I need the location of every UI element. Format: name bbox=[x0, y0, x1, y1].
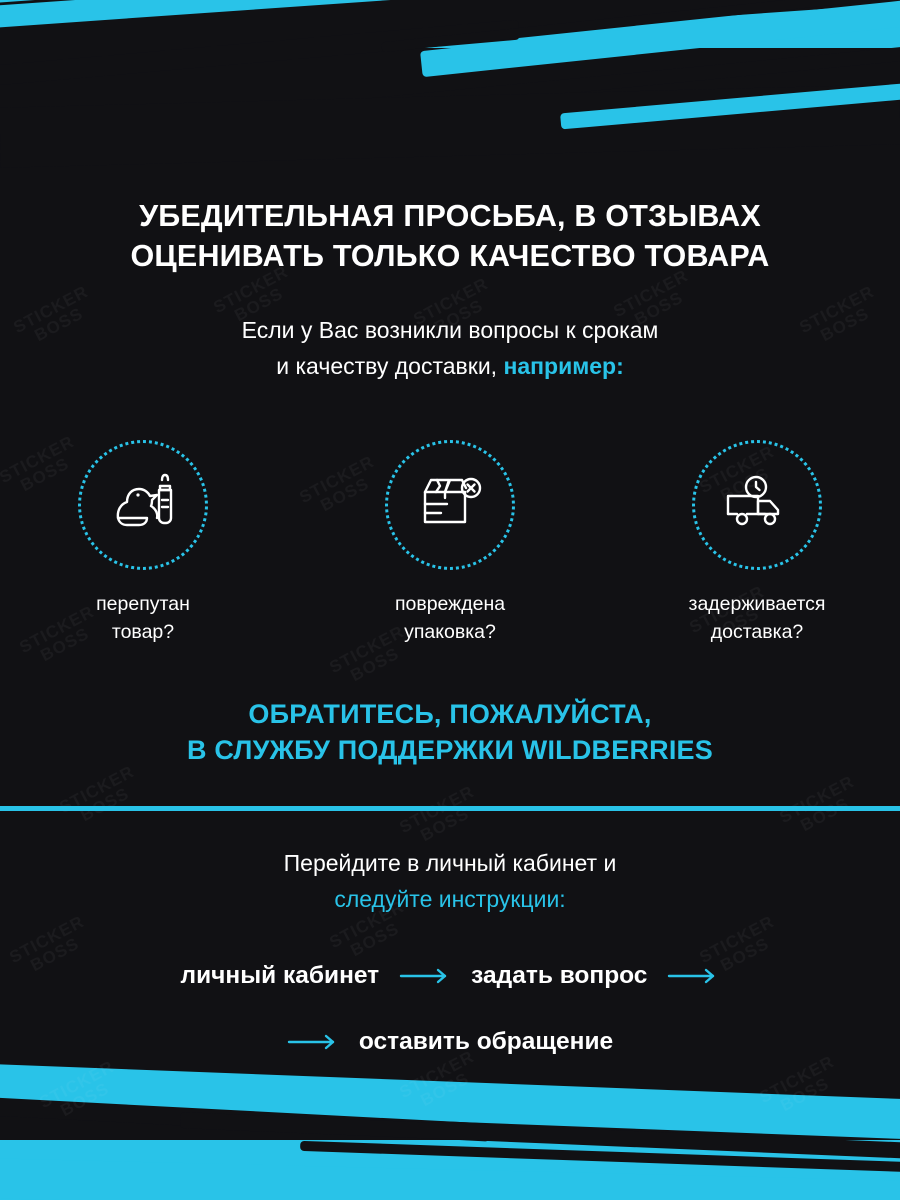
headline-line-1: УБЕДИТЕЛЬНАЯ ПРОСЬБА, В ОТЗЫВАХ bbox=[139, 199, 761, 233]
caption-line-2: товар? bbox=[111, 621, 175, 643]
step-ask-question: задать вопрос bbox=[471, 962, 648, 989]
subheading-line-2 bbox=[0, 348, 900, 384]
subheading bbox=[0, 312, 900, 384]
icon-circle bbox=[692, 440, 822, 570]
list-item-caption bbox=[355, 590, 545, 646]
subheading-line-2-plain: и качеству доставки, bbox=[276, 353, 504, 379]
baby-bottle-duck-icon bbox=[108, 472, 178, 539]
list-item bbox=[48, 440, 238, 646]
step-personal-account: личный кабинет bbox=[180, 962, 380, 989]
cta-line-2: В СЛУЖБУ ПОДДЕРЖКИ WILDBERRIES bbox=[187, 735, 713, 765]
list-item-caption bbox=[662, 590, 852, 646]
caption-line-1: перепутан bbox=[96, 593, 190, 615]
caption-line-1: задерживается bbox=[688, 593, 826, 615]
caption-line-1: повреждена bbox=[394, 593, 506, 615]
section-divider bbox=[0, 806, 900, 811]
caption-line-2: доставка? bbox=[710, 621, 804, 643]
headline-line-2: ОЦЕНИВАТЬ ТОЛЬКО КАЧЕСТВО ТОВАРА bbox=[130, 239, 770, 273]
step-leave-request: оставить обращение bbox=[358, 1028, 614, 1055]
cta-line-1: ОБРАТИТЕСЬ, ПОЖАЛУЙСТА, bbox=[248, 699, 652, 729]
instructions-lead-line-1: Перейдите в личный кабинет и bbox=[283, 850, 617, 876]
instructions-lead bbox=[0, 845, 900, 917]
page-title bbox=[0, 196, 900, 276]
icon-circle bbox=[78, 440, 208, 570]
icon-circle bbox=[385, 440, 515, 570]
instruction-steps-row-2 bbox=[0, 1028, 900, 1056]
instruction-steps-row-1 bbox=[0, 962, 900, 990]
support-call-to-action bbox=[0, 696, 900, 768]
arrow-right-icon bbox=[287, 1034, 339, 1050]
damaged-package-icon bbox=[417, 472, 483, 539]
instructions-lead-line-2: следуйте инструкции: bbox=[334, 886, 566, 912]
list-item bbox=[355, 440, 545, 646]
arrow-right-icon bbox=[399, 968, 451, 984]
delivery-truck-clock-icon bbox=[722, 474, 792, 537]
list-item-caption bbox=[48, 590, 238, 646]
reasons-list bbox=[0, 440, 900, 646]
subheading-line-1: Если у Вас возникли вопросы к срокам bbox=[241, 317, 659, 343]
arrow-right-icon bbox=[667, 968, 719, 984]
caption-line-2: упаковка? bbox=[404, 621, 496, 643]
list-item bbox=[662, 440, 852, 646]
subheading-line-2-accent: например: bbox=[503, 353, 624, 379]
